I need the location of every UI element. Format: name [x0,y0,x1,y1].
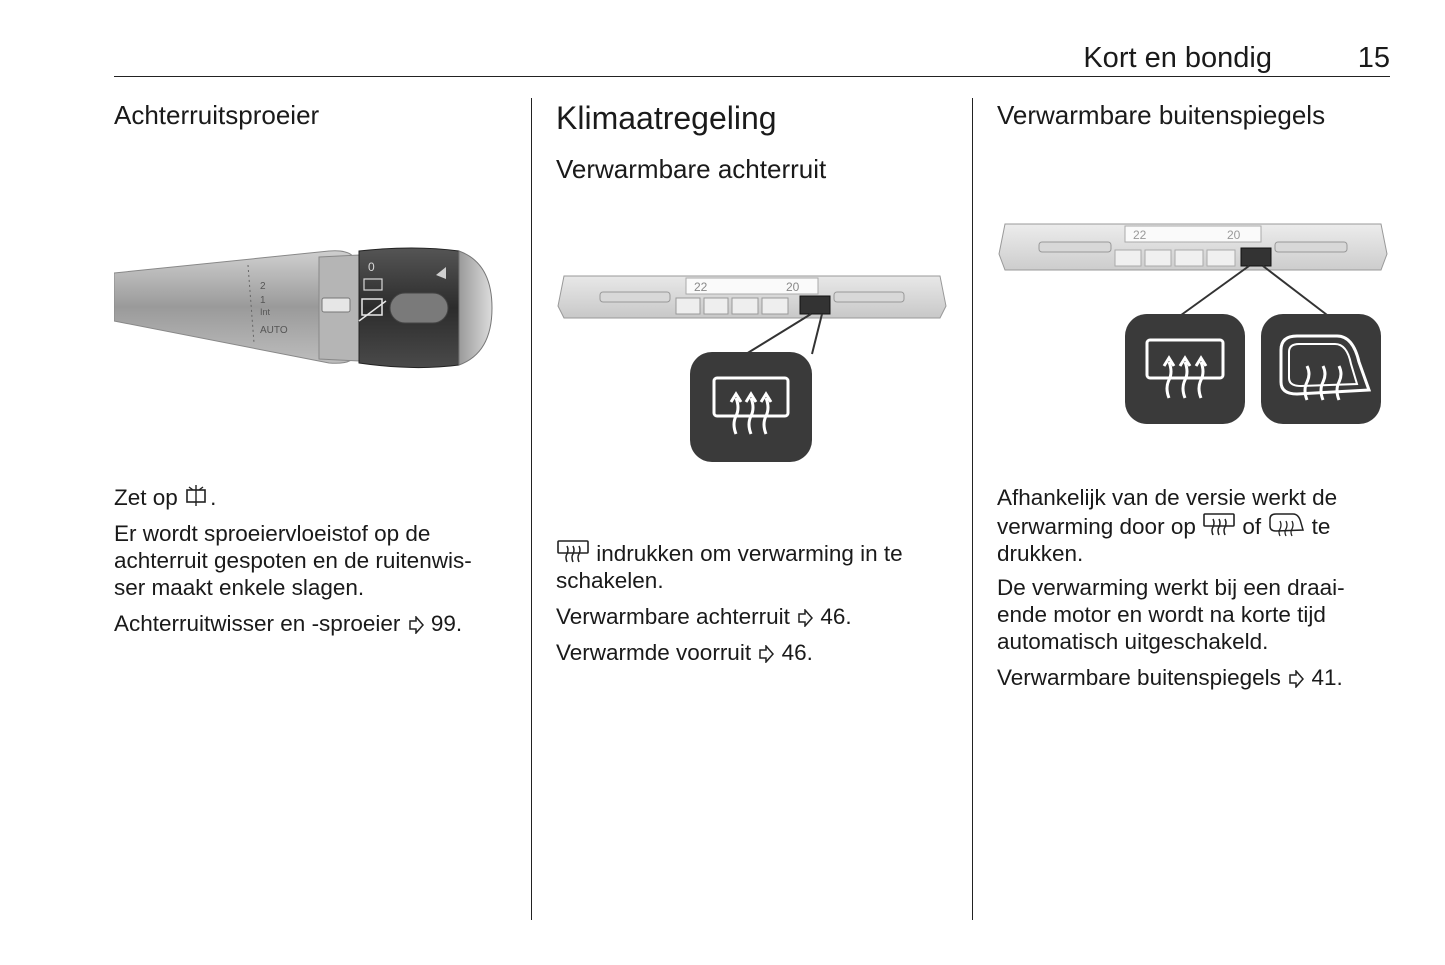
paragraph: Er wordt sproeiervloeistof op de achterruit gespoten en de ruitenwis- ser maakt enkele slagen. [114,521,472,600]
chapter-heading: Klimaatregeling [556,100,777,136]
position-label-auto: AUTO [260,325,288,336]
temperature-left: 22 [694,280,708,294]
page-reference[interactable]: 99. [430,611,463,636]
position-label-2: 2 [260,281,266,292]
column-divider [531,98,532,920]
body-text [114,484,472,637]
temperature-right: 20 [786,280,800,294]
paragraph: indrukken om verwarming in te schakelen. [556,538,903,594]
defrost-button[interactable] [1241,248,1271,266]
position-label-int: Int [260,307,271,317]
body-text [556,538,903,666]
temperature-right: 20 [1227,228,1241,242]
section-heading: Verwarmbare buitenspiegels [997,100,1326,130]
mirror-defrost-icon [1267,511,1305,537]
rear-defrost-icon [556,538,590,564]
page-reference-arrow-icon [757,645,775,663]
rear-washer-icon [184,484,210,508]
rear-defrost-button[interactable] [800,296,830,314]
rear-defrost-icon [1202,511,1236,537]
paragraph: Zet op . [114,485,217,510]
climate-panel-illustration [997,222,1389,432]
page-reference[interactable]: 46. [781,640,813,665]
position-label-0: 0 [368,260,375,274]
page-reference-arrow-icon [796,609,814,627]
page-reference-arrow-icon [1287,670,1305,688]
temperature-left: 22 [1133,228,1147,242]
paragraph: De verwarming werkt bij een draai- ende motor en wordt na korte tijd automatisch uitgeschakeld. [997,575,1345,654]
section-title: Kort en bondig [1083,42,1272,74]
wiper-stalk-illustration [114,243,494,373]
column-divider [972,98,973,920]
paragraph: Afhankelijk van de versie werkt de verwarming door op of te drukken. [997,485,1338,566]
page-number: 15 [1357,42,1390,74]
page-reference[interactable]: 46. [820,604,852,629]
section-heading: Achterruitsproeier [114,100,320,130]
paragraph: Verwarmde voorruit 46. [556,640,813,665]
page-reference[interactable]: 41. [1311,665,1343,690]
page-header [114,40,1390,77]
paragraph: Verwarmbare buitenspiegels 41. [997,665,1343,690]
page-reference-arrow-icon [407,616,425,634]
position-label-1: 1 [260,295,266,306]
paragraph: Achterruitwisser en -sproeier 99. [114,611,463,636]
paragraph: Verwarmbare achterruit 46. [556,604,852,629]
section-heading: Verwarmbare achterruit [556,154,827,184]
climate-panel-illustration [556,266,948,466]
body-text [997,484,1345,691]
